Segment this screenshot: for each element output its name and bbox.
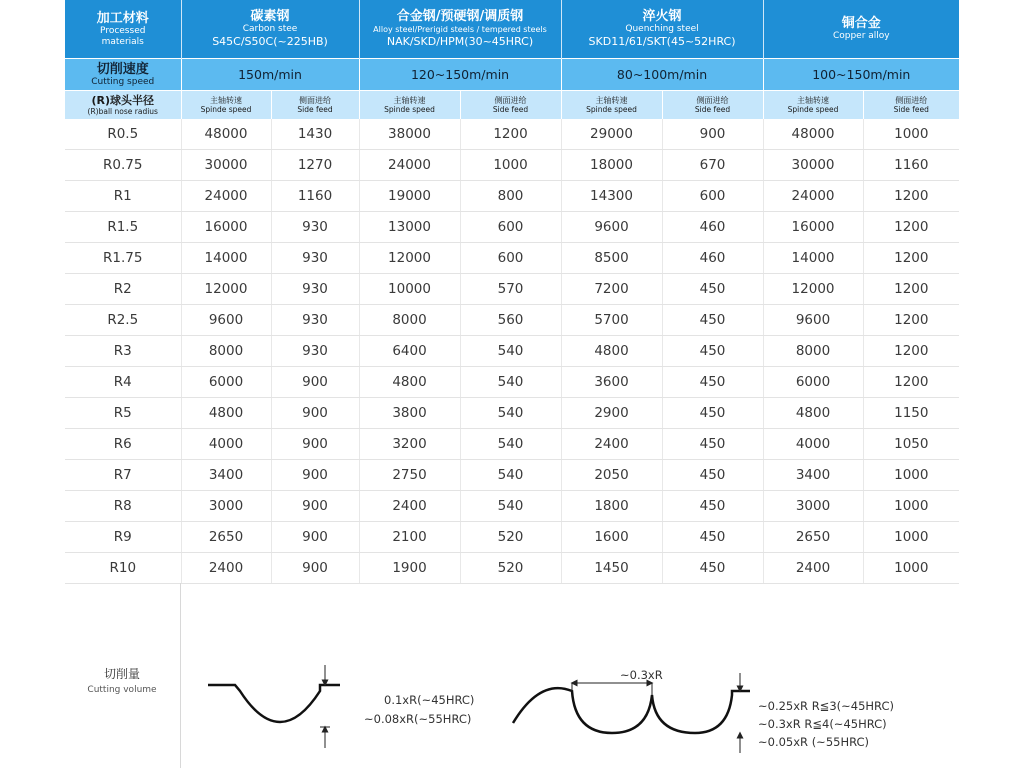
side-feed-cell: 900	[271, 522, 359, 553]
radius-cell: R9	[65, 522, 181, 553]
side-feed-cell: 1000	[460, 150, 561, 181]
radius-cell: R3	[65, 336, 181, 367]
side-feed-cell: 540	[460, 367, 561, 398]
spindle-speed-cell: 38000	[359, 119, 460, 150]
side-feed-cell: 900	[271, 460, 359, 491]
spindle-speed-cell: 30000	[763, 150, 863, 181]
side-feed-cell: 1200	[863, 305, 959, 336]
spindle-speed-cell: 19000	[359, 181, 460, 212]
table-row	[65, 305, 959, 336]
spindle-speed-cell: 18000	[561, 150, 662, 181]
spindle-speed-cell: 13000	[359, 212, 460, 243]
spindle-speed-cell: 8500	[561, 243, 662, 274]
processed-materials-header: 加工材料 Processed materials	[65, 0, 181, 59]
ball-nose-radius-header: (R)球头半径 (R)ball nose radius	[65, 91, 181, 120]
table-row	[65, 460, 959, 491]
side-feed-cell: 450	[662, 336, 763, 367]
spindle-speed-cell: 3400	[763, 460, 863, 491]
side-feed-header: 侧面进给 Side feed	[460, 91, 561, 120]
side-feed-cell: 540	[460, 491, 561, 522]
spindle-speed-header: 主轴转速 Spinde speed	[359, 91, 460, 120]
side-feed-cell: 670	[662, 150, 763, 181]
radius-cell: R0.5	[65, 119, 181, 150]
spindle-speed-cell: 4000	[763, 429, 863, 460]
radius-cell: R5	[65, 398, 181, 429]
cutting-parameters-table	[65, 0, 959, 584]
side-feed-cell: 900	[271, 491, 359, 522]
spindle-speed-cell: 3800	[359, 398, 460, 429]
spindle-speed-cell: 16000	[763, 212, 863, 243]
cutting-volume-diagram	[180, 583, 1024, 768]
radius-cell: R1	[65, 181, 181, 212]
cutting-speed-quenching: 80~100m/min	[561, 59, 763, 91]
side-feed-cell: 1000	[863, 460, 959, 491]
cutting-speed-row	[65, 59, 959, 91]
side-feed-cell: 1200	[863, 181, 959, 212]
table-row	[65, 553, 959, 584]
table-row	[65, 150, 959, 181]
table-row	[65, 398, 959, 429]
spindle-speed-cell: 1800	[561, 491, 662, 522]
side-feed-cell: 900	[271, 429, 359, 460]
table-row	[65, 336, 959, 367]
side-feed-cell: 460	[662, 243, 763, 274]
spindle-speed-cell: 12000	[359, 243, 460, 274]
side-feed-cell: 570	[460, 274, 561, 305]
quenching-steel-header: 淬火钢 Quenching steel SKD11/61/SKT(45~52HRC)	[561, 0, 763, 59]
side-feed-cell: 900	[271, 398, 359, 429]
spindle-speed-cell: 24000	[359, 150, 460, 181]
single-pass-profile	[208, 685, 340, 722]
radius-cell: R8	[65, 491, 181, 522]
side-feed-cell: 1200	[863, 243, 959, 274]
spindle-speed-cell: 2900	[561, 398, 662, 429]
spindle-speed-cell: 2400	[181, 553, 271, 584]
side-feed-cell: 450	[662, 460, 763, 491]
alloy-steel-header: 合金钢/预硬钢/调质钢 Alloy steel/Prerigid steels / tempered steels NAK/SKD/HPM(30~45HRC)	[359, 0, 561, 59]
side-feed-cell: 520	[460, 522, 561, 553]
spindle-speed-cell: 4800	[181, 398, 271, 429]
side-feed-cell: 1160	[271, 181, 359, 212]
spindle-speed-cell: 2100	[359, 522, 460, 553]
spindle-speed-cell: 48000	[181, 119, 271, 150]
table-row	[65, 367, 959, 398]
table-row	[65, 429, 959, 460]
spindle-speed-cell: 24000	[763, 181, 863, 212]
side-feed-cell: 450	[662, 398, 763, 429]
side-feed-cell: 930	[271, 212, 359, 243]
spindle-speed-cell: 3200	[359, 429, 460, 460]
spindle-speed-cell: 4800	[763, 398, 863, 429]
radius-cell: R0.75	[65, 150, 181, 181]
side-feed-cell: 1200	[863, 212, 959, 243]
radius-cell: R2.5	[65, 305, 181, 336]
side-feed-cell: 540	[460, 429, 561, 460]
spindle-speed-cell: 12000	[181, 274, 271, 305]
right-depth-note-1: ~0.25xR R≦3(~45HRC)	[758, 699, 894, 713]
spindle-speed-cell: 6000	[763, 367, 863, 398]
left-depth-note-1: 0.1xR(~45HRC)	[384, 693, 475, 707]
side-feed-cell: 520	[460, 553, 561, 584]
side-feed-cell: 1200	[863, 274, 959, 305]
radius-cell: R1.5	[65, 212, 181, 243]
cutting-volume-label: 切削量 Cutting volume	[87, 667, 157, 695]
sub-header-row	[65, 91, 959, 120]
spindle-speed-cell: 1900	[359, 553, 460, 584]
table-row	[65, 274, 959, 305]
side-feed-cell: 600	[460, 243, 561, 274]
carbon-steel-header: 碳素钢 Carbon stee S45C/S50C(~225HB)	[181, 0, 359, 59]
table-row	[65, 522, 959, 553]
side-feed-cell: 1200	[863, 336, 959, 367]
spindle-speed-cell: 8000	[359, 305, 460, 336]
side-feed-cell: 1200	[863, 367, 959, 398]
side-feed-header: 侧面进给 Side feed	[271, 91, 359, 120]
spindle-speed-header: 主轴转速 Spinde speed	[561, 91, 662, 120]
material-header-row	[65, 0, 959, 59]
side-feed-cell: 450	[662, 305, 763, 336]
side-feed-cell: 1430	[271, 119, 359, 150]
side-feed-cell: 450	[662, 367, 763, 398]
side-feed-cell: 900	[271, 367, 359, 398]
radius-cell: R10	[65, 553, 181, 584]
spindle-speed-cell: 14000	[181, 243, 271, 274]
side-feed-cell: 450	[662, 553, 763, 584]
spindle-speed-cell: 4000	[181, 429, 271, 460]
multi-pass-profile	[513, 688, 750, 733]
spindle-speed-cell: 14000	[763, 243, 863, 274]
side-feed-cell: 930	[271, 274, 359, 305]
cutting-speed-label: 切削速度 Cutting speed	[65, 59, 181, 91]
spindle-speed-cell: 4800	[359, 367, 460, 398]
spindle-speed-cell: 14300	[561, 181, 662, 212]
radius-cell: R7	[65, 460, 181, 491]
spindle-speed-cell: 2400	[359, 491, 460, 522]
spindle-speed-cell: 6000	[181, 367, 271, 398]
radius-cell: R2	[65, 274, 181, 305]
spindle-speed-cell: 2400	[561, 429, 662, 460]
table-row	[65, 181, 959, 212]
cutting-speed-copper: 100~150m/min	[763, 59, 959, 91]
spindle-speed-cell: 3600	[561, 367, 662, 398]
side-feed-cell: 1050	[863, 429, 959, 460]
spindle-speed-cell: 30000	[181, 150, 271, 181]
side-feed-cell: 540	[460, 398, 561, 429]
side-feed-cell: 930	[271, 243, 359, 274]
right-depth-note-3: ~0.05xR (~55HRC)	[758, 735, 870, 749]
spindle-speed-cell: 48000	[763, 119, 863, 150]
spindle-speed-cell: 6400	[359, 336, 460, 367]
spindle-speed-cell: 10000	[359, 274, 460, 305]
side-feed-cell: 1160	[863, 150, 959, 181]
left-depth-note-2: ~0.08xR(~55HRC)	[364, 712, 472, 726]
spindle-speed-cell: 5700	[561, 305, 662, 336]
side-feed-cell: 560	[460, 305, 561, 336]
radius-cell: R1.75	[65, 243, 181, 274]
spindle-speed-cell: 16000	[181, 212, 271, 243]
side-feed-cell: 600	[662, 181, 763, 212]
table-row	[65, 243, 959, 274]
copper-alloy-header: 铜合金 Copper alloy	[763, 0, 959, 59]
side-feed-cell: 450	[662, 491, 763, 522]
side-feed-cell: 1200	[460, 119, 561, 150]
side-feed-cell: 1000	[863, 119, 959, 150]
spindle-speed-cell: 29000	[561, 119, 662, 150]
side-feed-cell: 900	[271, 553, 359, 584]
right-depth-note-2: ~0.3xR R≦4(~45HRC)	[758, 717, 887, 731]
pitch-note: ~0.3xR	[620, 668, 663, 682]
spindle-speed-header: 主轴转速 Spinde speed	[763, 91, 863, 120]
spindle-speed-cell: 3000	[181, 491, 271, 522]
side-feed-header: 侧面进给 Side feed	[662, 91, 763, 120]
spindle-speed-cell: 2650	[763, 522, 863, 553]
spindle-speed-cell: 4800	[561, 336, 662, 367]
spindle-speed-cell: 8000	[763, 336, 863, 367]
spindle-speed-cell: 3000	[763, 491, 863, 522]
spindle-speed-cell: 9600	[763, 305, 863, 336]
side-feed-cell: 1150	[863, 398, 959, 429]
side-feed-cell: 540	[460, 460, 561, 491]
table-row	[65, 491, 959, 522]
side-feed-cell: 450	[662, 274, 763, 305]
table-row	[65, 119, 959, 150]
spindle-speed-cell: 2750	[359, 460, 460, 491]
spindle-speed-cell: 1450	[561, 553, 662, 584]
spindle-speed-cell: 2050	[561, 460, 662, 491]
side-feed-cell: 450	[662, 522, 763, 553]
side-feed-cell: 900	[662, 119, 763, 150]
cutting-speed-alloy: 120~150m/min	[359, 59, 561, 91]
side-feed-cell: 460	[662, 212, 763, 243]
spindle-speed-cell: 2400	[763, 553, 863, 584]
spindle-speed-cell: 24000	[181, 181, 271, 212]
radius-cell: R4	[65, 367, 181, 398]
side-feed-cell: 450	[662, 429, 763, 460]
table-row	[65, 212, 959, 243]
spindle-speed-cell: 12000	[763, 274, 863, 305]
side-feed-header: 侧面进给 Side feed	[863, 91, 959, 120]
spindle-speed-cell: 8000	[181, 336, 271, 367]
side-feed-cell: 540	[460, 336, 561, 367]
side-feed-cell: 800	[460, 181, 561, 212]
side-feed-cell: 1270	[271, 150, 359, 181]
spindle-speed-cell: 3400	[181, 460, 271, 491]
cutting-speed-carbon: 150m/min	[181, 59, 359, 91]
spindle-speed-cell: 2650	[181, 522, 271, 553]
spindle-speed-header: 主轴转速 Spinde speed	[181, 91, 271, 120]
spindle-speed-cell: 9600	[561, 212, 662, 243]
spindle-speed-cell: 9600	[181, 305, 271, 336]
side-feed-cell: 1000	[863, 522, 959, 553]
side-feed-cell: 930	[271, 336, 359, 367]
radius-cell: R6	[65, 429, 181, 460]
side-feed-cell: 1000	[863, 491, 959, 522]
side-feed-cell: 930	[271, 305, 359, 336]
side-feed-cell: 600	[460, 212, 561, 243]
spindle-speed-cell: 1600	[561, 522, 662, 553]
spindle-speed-cell: 7200	[561, 274, 662, 305]
side-feed-cell: 1000	[863, 553, 959, 584]
